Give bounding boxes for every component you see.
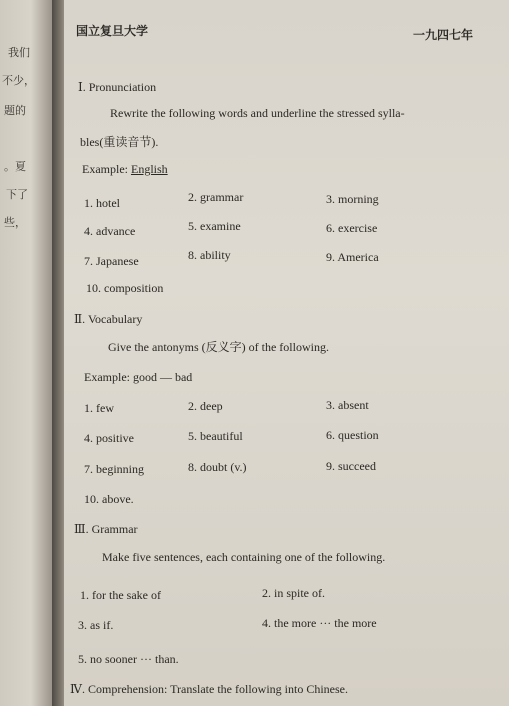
section-title-comprehension: Ⅳ. Comprehension	[70, 682, 164, 696]
list-item: 4. positive	[84, 431, 134, 445]
left-page	[0, 0, 56, 706]
list-item: 8. doubt (v.)	[188, 460, 247, 474]
list-item: 7. beginning	[84, 462, 144, 476]
list-item: 6. exercise	[326, 221, 378, 235]
vocabulary-example: Example: good — bad	[84, 370, 193, 384]
list-item: 1. few	[84, 401, 114, 415]
pronunciation-instruction: Rewrite the following words and underline the stressed sylla-	[110, 106, 405, 120]
list-item: 5. no sooner ··· than.	[78, 652, 179, 666]
left-page-text: 题的	[4, 104, 26, 117]
example-label: Example:	[82, 162, 131, 176]
left-page-text: 下了	[6, 188, 28, 201]
list-item: 4. the more ··· the more	[262, 616, 377, 630]
list-item: 9. succeed	[326, 459, 376, 473]
comprehension-instruction: : Translate the following into Chinese.	[163, 682, 348, 696]
list-item: 5. beautiful	[188, 429, 243, 443]
list-item: 1. for the sake of	[80, 588, 161, 602]
example-word: English	[130, 162, 168, 176]
list-item: 3. absent	[326, 398, 369, 412]
list-item: 2. deep	[188, 399, 223, 413]
left-page-text: 。夏	[4, 160, 26, 173]
left-page-text: 些，	[4, 216, 26, 229]
section-title-pronunciation: Ⅰ. Pronunciation	[78, 80, 157, 94]
list-item: 5. examine	[188, 219, 241, 233]
section-comprehension	[70, 682, 348, 697]
list-item: 6. question	[326, 428, 379, 442]
left-page-text: 不少，	[2, 74, 35, 87]
list-item: 2. grammar	[188, 190, 244, 204]
exam-page	[64, 0, 509, 706]
vocabulary-instruction: Give the antonyms (反义字) of the following.	[108, 340, 329, 354]
list-item: 4. advance	[84, 224, 136, 238]
page-header-year: 一九四七年	[412, 28, 473, 42]
list-item: 3. as if.	[78, 618, 114, 632]
page-header-university: 国立复旦大学	[76, 24, 149, 38]
list-item: 2. in spite of.	[262, 586, 325, 600]
pronunciation-example	[82, 162, 168, 177]
list-item: 7. Japanese	[84, 254, 139, 268]
list-item: 1. hotel	[84, 196, 120, 210]
grammar-instruction: Make five sentences, each containing one of the following.	[102, 550, 386, 564]
list-item: 8. ability	[188, 248, 231, 262]
list-item: 10. composition	[86, 281, 164, 295]
pronunciation-instruction-cont: bles(重读音节).	[80, 135, 159, 149]
list-item: 3. morning	[326, 192, 379, 206]
list-item: 10. above.	[84, 492, 134, 506]
section-title-grammar: Ⅲ. Grammar	[74, 522, 138, 536]
left-page-text: 我们	[8, 46, 30, 59]
list-item: 9. America	[326, 250, 379, 264]
section-title-vocabulary: Ⅱ. Vocabulary	[74, 312, 143, 326]
